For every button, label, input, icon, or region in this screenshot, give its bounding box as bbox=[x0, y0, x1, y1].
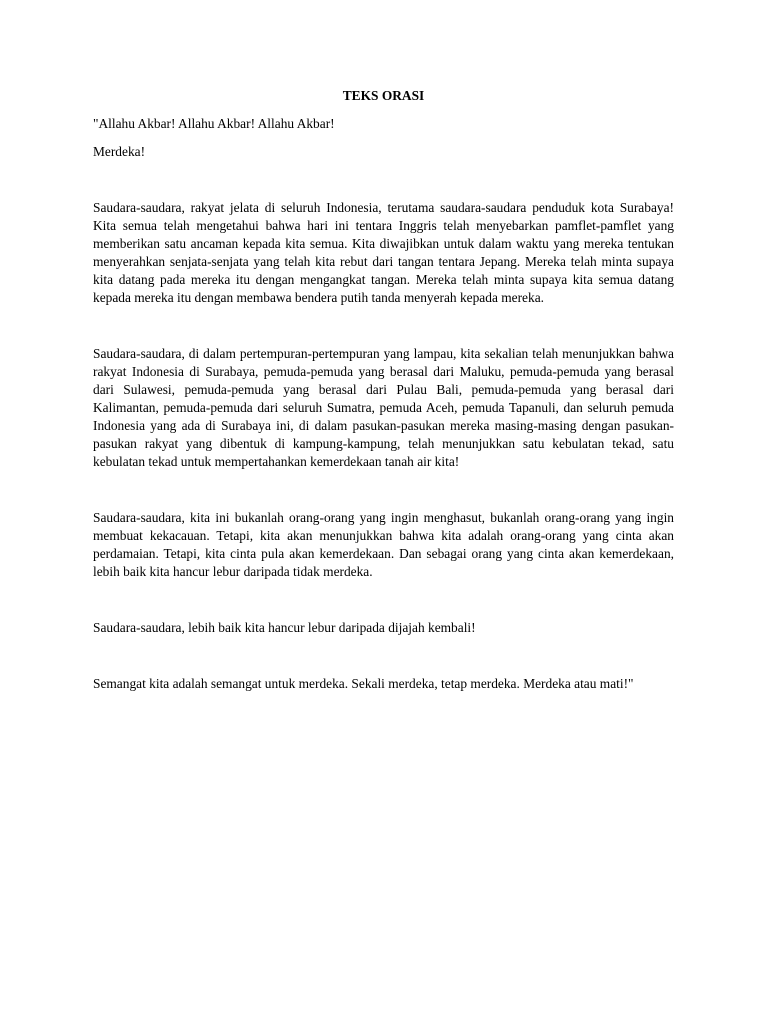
opening-line-merdeka: Merdeka! bbox=[93, 144, 146, 159]
document-title: TEKS ORASI bbox=[342, 88, 425, 103]
opening-line-takbir: "Allahu Akbar! Allahu Akbar! Allahu Akbar! bbox=[93, 116, 335, 131]
paragraph-2: Saudara-saudara, di dalam pertempuran-pertempuran yang lampau, kita sekalian telah menunjukkan bahwa rakyat Indonesia di Surabaya, pemuda-pemuda yang berasal dari Maluku, pemuda-pemuda yang berasal dari Sulawesi, pemuda-pemuda yang berasal dari Pulau Bali, pemuda-pemuda yang berasal dari Kalimantan, pemuda-pemuda dari seluruh Sumatra, pemuda Aceh, pemuda Tapanuli, dan seluruh pemuda Indonesia yang ada di Surabaya ini, di dalam pasukan-pasukan mereka masing-masing dengan pasukan-pasukan rakyat yang dibentuk di kampung-kampung, telah menunjukkan satu kebulatan tekad, satu kebulatan tekad untuk mempertahankan kemerdekaan tanah air kita! bbox=[93, 346, 674, 469]
paragraph-1: Saudara-saudara, rakyat jelata di seluruh Indonesia, terutama saudara-saudara penduduk kota Surabaya! Kita semua telah mengetahui bahwa hari ini tentara Inggris telah menyebarkan pamflet-pamflet yang memberikan satu ancaman kepada kita semua. Kita diwajibkan untuk dalam waktu yang mereka tentukan menyerahkan senjata-senjata yang telah kita rebut dari tangan tentara Jepang. Mereka telah minta supaya kita datang pada mereka itu dengan mengangkat tangan. Mereka telah minta supaya kita semua datang kepada mereka itu dengan membawa bendera putih tanda menyerah kepada mereka. bbox=[93, 200, 674, 305]
document-body bbox=[93, 87, 674, 693]
paragraph-3: Saudara-saudara, kita ini bukanlah orang-orang yang ingin menghasut, bukanlah orang-orang yang ingin membuat kekacauan. Tetapi, kita akan menunjukkan bahwa kita adalah orang-orang yang cinta akan perdamaian. Tetapi, kita cinta pula akan kemerdekaan. Dan sebagai orang yang cinta akan kemerdekaan, lebih baik kita hancur lebur daripada tidak merdeka. bbox=[93, 510, 674, 579]
paragraph-5: Semangat kita adalah semangat untuk merdeka. Sekali merdeka, tetap merdeka. Merdeka atau mati!" bbox=[93, 676, 634, 691]
paragraph-4: Saudara-saudara, lebih baik kita hancur lebur daripada dijajah kembali! bbox=[93, 620, 476, 635]
